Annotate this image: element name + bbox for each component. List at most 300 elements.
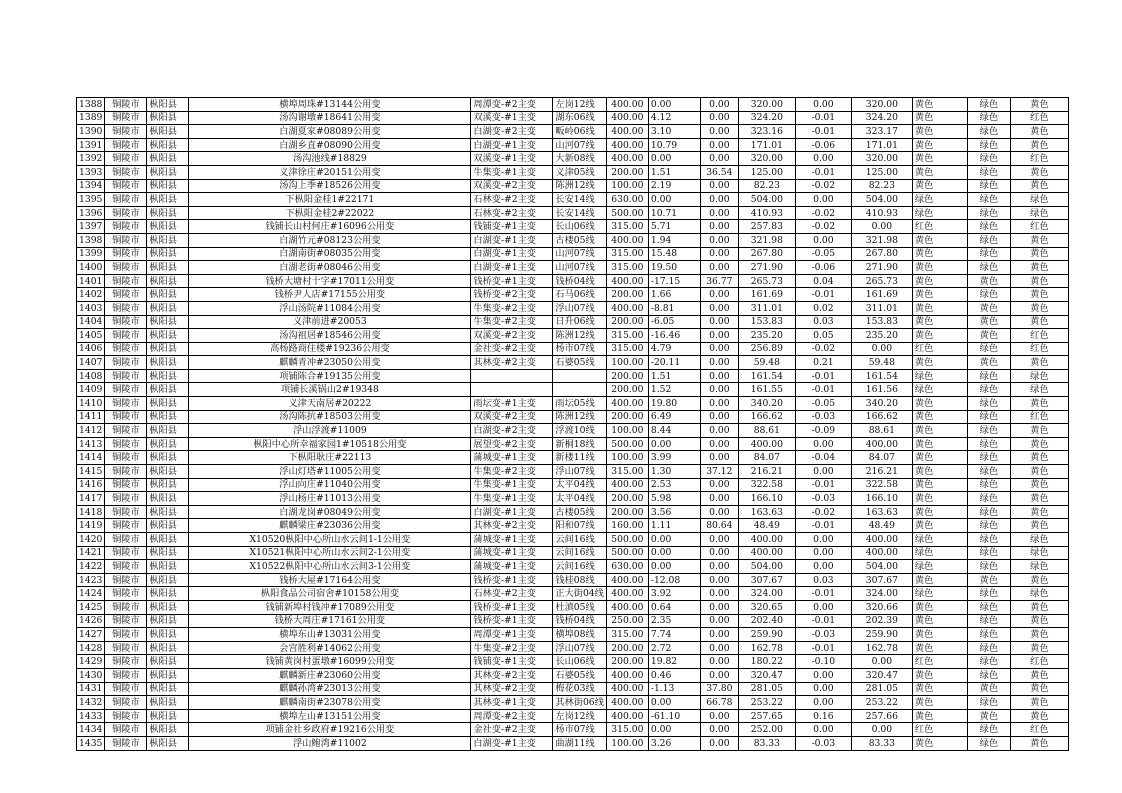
cell-capacity: 400.00 (606, 600, 648, 614)
cell-value-e: 253.22 (851, 696, 912, 710)
cell-city: 铜陵市 (105, 288, 147, 302)
cell-row-number: 1431 (77, 682, 105, 696)
cell-city: 铜陵市 (105, 206, 147, 220)
cell-county: 枞阳县 (147, 492, 189, 506)
cell-value-d: -0.02 (795, 179, 851, 193)
cell-value-c: 281.05 (738, 682, 795, 696)
cell-city: 铜陵市 (105, 220, 147, 234)
cell-capacity: 400.00 (606, 709, 648, 723)
cell-capacity: 200.00 (606, 655, 648, 669)
cell-substation-transformer: 石林变-#2主变 (471, 193, 553, 207)
cell-value-d: -0.02 (795, 206, 851, 220)
cell-city: 铜陵市 (105, 165, 147, 179)
cell-transformer-name: 白湖南街#08035公用变 (189, 247, 471, 261)
cell-status-1: 黄色 (912, 315, 967, 329)
cell-county: 枞阳县 (147, 315, 189, 329)
cell-value-e: 125.00 (851, 165, 912, 179)
cell-value-a: 8.44 (648, 424, 700, 438)
cell-status-2: 绿色 (967, 220, 1010, 234)
cell-status-3: 红色 (1010, 723, 1068, 737)
cell-city: 铜陵市 (105, 628, 147, 642)
cell-substation-transformer: 周潭变-#2主变 (471, 709, 553, 723)
cell-capacity: 315.00 (606, 329, 648, 343)
cell-county: 枞阳县 (147, 546, 189, 560)
cell-value-a: 0.00 (648, 437, 700, 451)
cell-value-e: 320.00 (851, 152, 912, 166)
cell-value-b: 0.00 (700, 98, 738, 112)
table-row (77, 573, 1069, 587)
cell-value-c: 307.67 (738, 573, 795, 587)
cell-county: 枞阳县 (147, 424, 189, 438)
cell-capacity: 100.00 (606, 451, 648, 465)
cell-transformer-name: 汤沟祖居#18546公用变 (189, 329, 471, 343)
cell-transformer-name: X10520枞阳中心所山水云间1-1公用变 (189, 533, 471, 547)
table-row (77, 478, 1069, 492)
cell-capacity: 200.00 (606, 505, 648, 519)
cell-status-2: 绿色 (967, 206, 1010, 220)
cell-status-2: 绿色 (967, 342, 1010, 356)
cell-status-1: 黄色 (912, 519, 967, 533)
cell-status-3: 黄色 (1010, 261, 1068, 275)
table-row (77, 274, 1069, 288)
cell-value-e: 0.00 (851, 723, 912, 737)
cell-value-c: 504.00 (738, 560, 795, 574)
table-body (77, 98, 1069, 751)
cell-status-2: 绿色 (967, 437, 1010, 451)
cell-value-a: -8.81 (648, 301, 700, 315)
cell-capacity: 630.00 (606, 193, 648, 207)
cell-row-number: 1425 (77, 600, 105, 614)
cell-capacity: 160.00 (606, 519, 648, 533)
cell-transformer-name: X10521枞阳中心所山水云间2-1公用变 (189, 546, 471, 560)
cell-value-c: 161.55 (738, 383, 795, 397)
cell-row-number: 1390 (77, 125, 105, 139)
cell-status-2: 黄色 (967, 682, 1010, 696)
cell-status-3: 黄色 (1010, 274, 1068, 288)
cell-value-d: 0.04 (795, 274, 851, 288)
cell-feeder-line: 古楼05线 (553, 233, 606, 247)
cell-value-d: -0.01 (795, 369, 851, 383)
cell-value-e: 410.93 (851, 206, 912, 220)
cell-city: 铜陵市 (105, 546, 147, 560)
cell-value-b: 36.54 (700, 165, 738, 179)
cell-value-a: 10.71 (648, 206, 700, 220)
cell-value-b: 0.00 (700, 247, 738, 261)
cell-feeder-line: 杨市07线 (553, 342, 606, 356)
cell-capacity: 200.00 (606, 410, 648, 424)
cell-status-3: 绿色 (1010, 206, 1068, 220)
cell-value-b: 0.00 (700, 410, 738, 424)
cell-status-1: 黄色 (912, 465, 967, 479)
cell-row-number: 1412 (77, 424, 105, 438)
table-row (77, 152, 1069, 166)
cell-value-b: 0.00 (700, 437, 738, 451)
table-row (77, 736, 1069, 750)
cell-feeder-line: 陈洲12线 (553, 329, 606, 343)
cell-value-b: 0.00 (700, 668, 738, 682)
cell-row-number: 1393 (77, 165, 105, 179)
cell-value-e: 171.01 (851, 138, 912, 152)
table-row (77, 301, 1069, 315)
cell-capacity: 400.00 (606, 397, 648, 411)
cell-value-d: 0.00 (795, 682, 851, 696)
cell-value-e: 88.61 (851, 424, 912, 438)
cell-status-1: 黄色 (912, 696, 967, 710)
cell-transformer-name: 钱桥大塘村十字#17011公用变 (189, 274, 471, 288)
cell-value-b: 0.00 (700, 329, 738, 343)
cell-county: 枞阳县 (147, 274, 189, 288)
table-row (77, 641, 1069, 655)
cell-value-d: -0.05 (795, 397, 851, 411)
table-row (77, 410, 1069, 424)
cell-substation-transformer: 白湖变-#1主变 (471, 261, 553, 275)
table-row (77, 628, 1069, 642)
cell-status-2: 绿色 (967, 397, 1010, 411)
cell-city: 铜陵市 (105, 709, 147, 723)
cell-value-e: 340.20 (851, 397, 912, 411)
cell-capacity: 100.00 (606, 424, 648, 438)
cell-transformer-name: 横埠东山#13031公用变 (189, 628, 471, 642)
cell-status-3: 黄色 (1010, 288, 1068, 302)
cell-transformer-name: 钱桥大周庄#17161公用变 (189, 614, 471, 628)
cell-capacity: 200.00 (606, 369, 648, 383)
cell-value-d: 0.00 (795, 546, 851, 560)
cell-row-number: 1424 (77, 587, 105, 601)
cell-row-number: 1411 (77, 410, 105, 424)
cell-value-d: 0.00 (795, 193, 851, 207)
cell-county: 枞阳县 (147, 478, 189, 492)
cell-substation-transformer: 牛集变-#1主变 (471, 165, 553, 179)
cell-value-a: -1.13 (648, 682, 700, 696)
cell-county: 枞阳县 (147, 383, 189, 397)
cell-value-e: 322.58 (851, 478, 912, 492)
cell-substation-transformer: 金社变-#2主变 (471, 723, 553, 737)
cell-substation-transformer: 钱桥变-#1主变 (471, 614, 553, 628)
cell-value-a: 4.79 (648, 342, 700, 356)
cell-transformer-name: 钱桥尹人店#17155公用变 (189, 288, 471, 302)
cell-row-number: 1391 (77, 138, 105, 152)
cell-feeder-line: 日升06线 (553, 315, 606, 329)
cell-status-2: 绿色 (967, 505, 1010, 519)
cell-city: 铜陵市 (105, 315, 147, 329)
cell-feeder-line: 山河07线 (553, 261, 606, 275)
cell-status-3: 黄色 (1010, 682, 1068, 696)
cell-capacity: 315.00 (606, 342, 648, 356)
cell-row-number: 1434 (77, 723, 105, 737)
cell-county: 枞阳县 (147, 261, 189, 275)
cell-value-c: 162.78 (738, 641, 795, 655)
cell-status-1: 黄色 (912, 600, 967, 614)
cell-substation-transformer: 其林变-#1主变 (471, 696, 553, 710)
cell-value-a: 1.30 (648, 465, 700, 479)
cell-feeder-line: 浮山07线 (553, 641, 606, 655)
cell-transformer-name: 横埠周珠#13144公用变 (189, 98, 471, 112)
cell-capacity: 500.00 (606, 546, 648, 560)
cell-city: 铜陵市 (105, 138, 147, 152)
cell-row-number: 1435 (77, 736, 105, 750)
cell-transformer-name: 汤沟上季#18526公用变 (189, 179, 471, 193)
cell-value-e: 0.00 (851, 220, 912, 234)
cell-city: 铜陵市 (105, 587, 147, 601)
cell-value-d: 0.00 (795, 723, 851, 737)
cell-substation-transformer: 牛集变-#1主变 (471, 492, 553, 506)
cell-status-1: 黄色 (912, 261, 967, 275)
table-row (77, 233, 1069, 247)
cell-status-2: 绿色 (967, 152, 1010, 166)
cell-value-b: 0.00 (700, 587, 738, 601)
cell-status-2: 绿色 (967, 111, 1010, 125)
cell-value-c: 161.54 (738, 369, 795, 383)
cell-value-d: 0.05 (795, 329, 851, 343)
cell-status-2: 绿色 (967, 587, 1010, 601)
cell-transformer-name: 钱铺长山村何庄#16096公用变 (189, 220, 471, 234)
cell-status-1: 黄色 (912, 641, 967, 655)
cell-capacity: 400.00 (606, 478, 648, 492)
cell-status-1: 绿色 (912, 533, 967, 547)
cell-transformer-name: 下枞阳耿庄#22113 (189, 451, 471, 465)
cell-value-a: 1.51 (648, 369, 700, 383)
cell-status-3: 黄色 (1010, 478, 1068, 492)
cell-county: 枞阳县 (147, 682, 189, 696)
cell-feeder-line: 石马06线 (553, 288, 606, 302)
cell-value-b: 37.80 (700, 682, 738, 696)
cell-transformer-name: 浮山鲍湾#11002 (189, 736, 471, 750)
cell-status-1: 黄色 (912, 165, 967, 179)
cell-county: 枞阳县 (147, 193, 189, 207)
cell-city: 铜陵市 (105, 451, 147, 465)
cell-status-3: 红色 (1010, 655, 1068, 669)
cell-status-1: 黄色 (912, 668, 967, 682)
cell-status-2: 黄色 (967, 274, 1010, 288)
cell-capacity: 500.00 (606, 206, 648, 220)
cell-county: 枞阳县 (147, 152, 189, 166)
cell-value-d: 0.16 (795, 709, 851, 723)
cell-county: 枞阳县 (147, 600, 189, 614)
cell-status-1: 黄色 (912, 111, 967, 125)
cell-value-a: 5.71 (648, 220, 700, 234)
cell-value-d: 0.03 (795, 573, 851, 587)
cell-status-2: 绿色 (967, 628, 1010, 642)
cell-status-1: 黄色 (912, 614, 967, 628)
cell-row-number: 1389 (77, 111, 105, 125)
cell-transformer-name: 枞阳食品公司宿舍#10158公用变 (189, 587, 471, 601)
cell-capacity: 200.00 (606, 288, 648, 302)
cell-row-number: 1410 (77, 397, 105, 411)
table-row (77, 709, 1069, 723)
cell-county: 枞阳县 (147, 668, 189, 682)
cell-value-e: 202.39 (851, 614, 912, 628)
cell-value-d: 0.00 (795, 533, 851, 547)
cell-status-1: 黄色 (912, 98, 967, 112)
cell-capacity: 400.00 (606, 696, 648, 710)
cell-feeder-line: 畈岭06线 (553, 125, 606, 139)
cell-county: 枞阳县 (147, 206, 189, 220)
cell-value-a: 0.00 (648, 546, 700, 560)
cell-value-d: 0.00 (795, 152, 851, 166)
cell-value-b: 0.00 (700, 492, 738, 506)
cell-value-c: 257.65 (738, 709, 795, 723)
cell-capacity: 400.00 (606, 682, 648, 696)
cell-value-e: 504.00 (851, 193, 912, 207)
cell-feeder-line: 浮山07线 (553, 301, 606, 315)
cell-value-c: 257.83 (738, 220, 795, 234)
cell-value-d: -0.01 (795, 641, 851, 655)
cell-value-d: -0.01 (795, 478, 851, 492)
cell-value-e: 320.66 (851, 600, 912, 614)
cell-status-1: 黄色 (912, 288, 967, 302)
cell-substation-transformer: 白湖变-#1主变 (471, 138, 553, 152)
cell-value-b: 0.00 (700, 220, 738, 234)
cell-value-a: -16.46 (648, 329, 700, 343)
cell-feeder-line: 太平04线 (553, 492, 606, 506)
cell-status-3: 黄色 (1010, 138, 1068, 152)
cell-transformer-name: 麒麟梁庄#23036公用变 (189, 519, 471, 533)
cell-value-d: 0.00 (795, 465, 851, 479)
cell-status-1: 黄色 (912, 329, 967, 343)
cell-county: 枞阳县 (147, 410, 189, 424)
cell-value-d: 0.03 (795, 315, 851, 329)
cell-value-a: 3.99 (648, 451, 700, 465)
cell-status-2: 黄色 (967, 709, 1010, 723)
cell-value-a: 19.80 (648, 397, 700, 411)
cell-capacity: 200.00 (606, 165, 648, 179)
cell-capacity: 100.00 (606, 736, 648, 750)
cell-transformer-name: 钱铺新埠村钱冲#17089公用变 (189, 600, 471, 614)
cell-value-e: 281.05 (851, 682, 912, 696)
cell-status-3: 黄色 (1010, 424, 1068, 438)
cell-capacity: 500.00 (606, 533, 648, 547)
cell-status-1: 黄色 (912, 573, 967, 587)
cell-feeder-line: 云间16线 (553, 533, 606, 547)
cell-transformer-name: 义津徐庄#20151公用变 (189, 165, 471, 179)
cell-status-3: 黄色 (1010, 301, 1068, 315)
cell-row-number: 1399 (77, 247, 105, 261)
cell-status-3: 黄色 (1010, 165, 1068, 179)
cell-value-a: -20.11 (648, 356, 700, 370)
cell-value-c: 253.22 (738, 696, 795, 710)
cell-status-2: 绿色 (967, 546, 1010, 560)
cell-substation-transformer (471, 369, 553, 383)
cell-transformer-name: 下枞阳金桂2#22022 (189, 206, 471, 220)
cell-value-a: 0.00 (648, 98, 700, 112)
cell-status-2: 黄色 (967, 356, 1010, 370)
cell-value-a: 0.00 (648, 696, 700, 710)
cell-substation-transformer: 雨坛变-#1主变 (471, 397, 553, 411)
cell-status-2: 绿色 (967, 138, 1010, 152)
cell-feeder-line: 横埠08线 (553, 628, 606, 642)
cell-value-a: 19.82 (648, 655, 700, 669)
cell-feeder-line: 阳和07线 (553, 519, 606, 533)
cell-status-2: 绿色 (967, 465, 1010, 479)
cell-transformer-name: 钱桥大屋#17164公用变 (189, 573, 471, 587)
cell-city: 铜陵市 (105, 736, 147, 750)
cell-capacity: 315.00 (606, 723, 648, 737)
table-row (77, 356, 1069, 370)
cell-feeder-line: 新桐18线 (553, 437, 606, 451)
cell-capacity: 100.00 (606, 179, 648, 193)
cell-capacity: 400.00 (606, 152, 648, 166)
cell-value-e: 320.47 (851, 668, 912, 682)
cell-status-2: 绿色 (967, 614, 1010, 628)
cell-feeder-line: 长安14线 (553, 193, 606, 207)
cell-county: 枞阳县 (147, 111, 189, 125)
cell-substation-transformer: 蒲城变-#1主变 (471, 533, 553, 547)
cell-county: 枞阳县 (147, 573, 189, 587)
cell-substation-transformer: 钱桥变-#1主变 (471, 600, 553, 614)
cell-capacity: 400.00 (606, 98, 648, 112)
cell-capacity: 400.00 (606, 668, 648, 682)
cell-substation-transformer: 钱桥变-#2主变 (471, 288, 553, 302)
cell-value-c: 83.33 (738, 736, 795, 750)
cell-city: 铜陵市 (105, 193, 147, 207)
cell-capacity: 400.00 (606, 111, 648, 125)
cell-row-number: 1409 (77, 383, 105, 397)
cell-status-3: 黄色 (1010, 451, 1068, 465)
cell-city: 铜陵市 (105, 125, 147, 139)
cell-city: 铜陵市 (105, 437, 147, 451)
cell-feeder-line: 杜滇05线 (553, 600, 606, 614)
cell-status-1: 黄色 (912, 478, 967, 492)
cell-substation-transformer: 白湖变-#2主变 (471, 424, 553, 438)
cell-city: 铜陵市 (105, 383, 147, 397)
cell-value-a: 0.00 (648, 560, 700, 574)
cell-status-3: 黄色 (1010, 641, 1068, 655)
cell-transformer-name: 白湖夏家#08089公用变 (189, 125, 471, 139)
cell-value-b: 0.00 (700, 233, 738, 247)
cell-value-d: 0.00 (795, 98, 851, 112)
cell-value-a: 0.64 (648, 600, 700, 614)
cell-substation-transformer: 石林变-#2主变 (471, 587, 553, 601)
cell-substation-transformer: 白湖变-#1主变 (471, 736, 553, 750)
cell-value-b: 0.00 (700, 451, 738, 465)
cell-transformer-name: 钱铺黄岗村蛋墩#16099公用变 (189, 655, 471, 669)
cell-status-2: 绿色 (967, 424, 1010, 438)
cell-value-d: -0.01 (795, 165, 851, 179)
cell-row-number: 1398 (77, 233, 105, 247)
cell-city: 铜陵市 (105, 668, 147, 682)
cell-value-a: 1.66 (648, 288, 700, 302)
cell-status-2: 绿色 (967, 261, 1010, 275)
cell-value-b: 0.00 (700, 288, 738, 302)
cell-row-number: 1403 (77, 301, 105, 315)
cell-substation-transformer: 牛集变-#2主变 (471, 641, 553, 655)
cell-status-3: 红色 (1010, 410, 1068, 424)
cell-feeder-line (553, 369, 606, 383)
cell-county: 枞阳县 (147, 437, 189, 451)
cell-value-d: 0.00 (795, 696, 851, 710)
cell-feeder-line: 浮山07线 (553, 465, 606, 479)
cell-county: 枞阳县 (147, 451, 189, 465)
cell-value-b: 0.00 (700, 614, 738, 628)
cell-status-3: 红色 (1010, 342, 1068, 356)
cell-county: 枞阳县 (147, 233, 189, 247)
cell-value-c: 320.65 (738, 600, 795, 614)
cell-city: 铜陵市 (105, 301, 147, 315)
cell-transformer-name: 高杨路商住楼#19236公用变 (189, 342, 471, 356)
cell-value-e: 320.00 (851, 98, 912, 112)
cell-status-1: 黄色 (912, 179, 967, 193)
table-row (77, 165, 1069, 179)
table-row (77, 138, 1069, 152)
cell-value-c: 322.58 (738, 478, 795, 492)
cell-status-2: 绿色 (967, 165, 1010, 179)
cell-row-number: 1417 (77, 492, 105, 506)
cell-status-2: 绿色 (967, 369, 1010, 383)
cell-city: 铜陵市 (105, 655, 147, 669)
cell-value-c: 166.10 (738, 492, 795, 506)
cell-row-number: 1413 (77, 437, 105, 451)
cell-value-c: 163.63 (738, 505, 795, 519)
